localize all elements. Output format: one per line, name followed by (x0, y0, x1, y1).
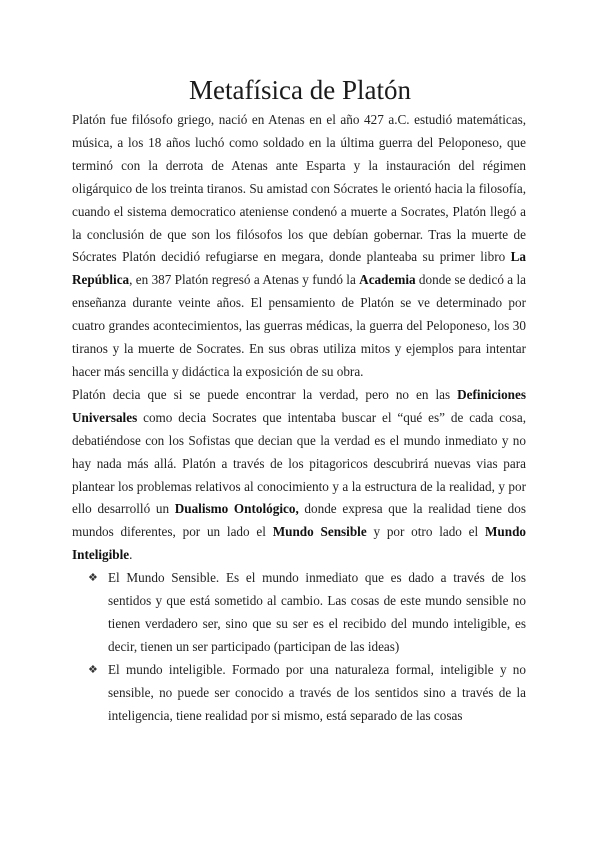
bold-term-definiciones-universales: Definiciones Universales (72, 386, 526, 425)
paragraph-dualism (72, 384, 526, 567)
document-body (72, 109, 526, 727)
bold-term-academia: Academia (359, 272, 416, 288)
text-run: . (129, 547, 133, 563)
bold-term-dualismo-ontologico: Dualismo Ontológico, (174, 501, 299, 517)
worlds-list (72, 567, 526, 727)
bold-term-la-republica: La República (72, 249, 526, 288)
text-run: Platón decia que si se puede encontrar la verdad, pero no en las (72, 386, 458, 402)
list-item-text: El mundo inteligible. Formado por una naturaleza formal, inteligible y no sensible, no puede ser conocido a través de los sentidos sino a través de la inteligencia, tiene realidad por si mismo, está separado de las cosas (108, 661, 526, 723)
text-run: donde expresa que la realidad tiene dos mundos diferentes, por un lado el (72, 501, 526, 540)
list-item (72, 567, 526, 659)
text-run: donde se dedicó a la enseñanza durante veinte años. El pensamiento de Platón se ve determinado por cuatro grandes acontecimientos, las guerras médicas, la guerra del Peloponeso, los 30 tiranos y la muerte de Socrates. En sus obras utiliza mitos y ejemplos para intentar hacer más sencilla y didáctica la exposición de su obra. (72, 272, 526, 379)
text-run: Platón fue filósofo griego, nació en Atenas en el año 427 a.C. estudió matemáticas, música, a los 18 años luchó como soldado en la última guerra del Peloponeso, que terminó con la derrota de Atenas ante Esparta y la instauración del régimen oligárquico de los treinta tiranos. Su amistad con Sócrates le orientó hacia la filosofía, cuando el sistema democratico ateniense condenó a muerte a Socrates, Platón llegó a la conclusión de que son los filósofos los que debían gobernar. Tras la muerte de Sócrates Platón decidió refugiarse en megara, donde planteaba su primer libro (72, 112, 526, 265)
list-item-text: El Mundo Sensible. Es el mundo inmediato que es dado a través de los sentidos y que está sometido al cambio. Las cosas de este mundo sensible no tienen verdadero ser, sino que su ser es el recibido del mundo inteligible, es decir, tienen un ser participado (participan de las ideas) (108, 570, 526, 654)
page-title: Metafísica de Platón (189, 75, 411, 105)
bold-term-mundo-sensible: Mundo Sensible (272, 524, 367, 540)
text-run: como decia Socrates que intentaba buscar el “qué es” de cada cosa, debatiéndose con los Sofistas que decian que la verdad es el mundo inmediato y no hay nada más allá. Platón a través de los pitagoricos descubrirá nuevas vias para plantear los problemas relativos al conocimiento y a la estructura de la realidad, y por ello desarrolló un (72, 409, 526, 517)
text-run: , en 387 Platón regresó a Atenas y fundó la (129, 272, 360, 288)
text-run: y por otro lado el (366, 524, 485, 540)
bold-term-mundo-inteligible: Mundo Inteligible (72, 524, 527, 563)
diamond-bullet-icon: ❖ (88, 572, 98, 585)
list-item (72, 659, 526, 728)
paragraph-biography (72, 109, 526, 384)
diamond-bullet-icon: ❖ (88, 663, 98, 676)
